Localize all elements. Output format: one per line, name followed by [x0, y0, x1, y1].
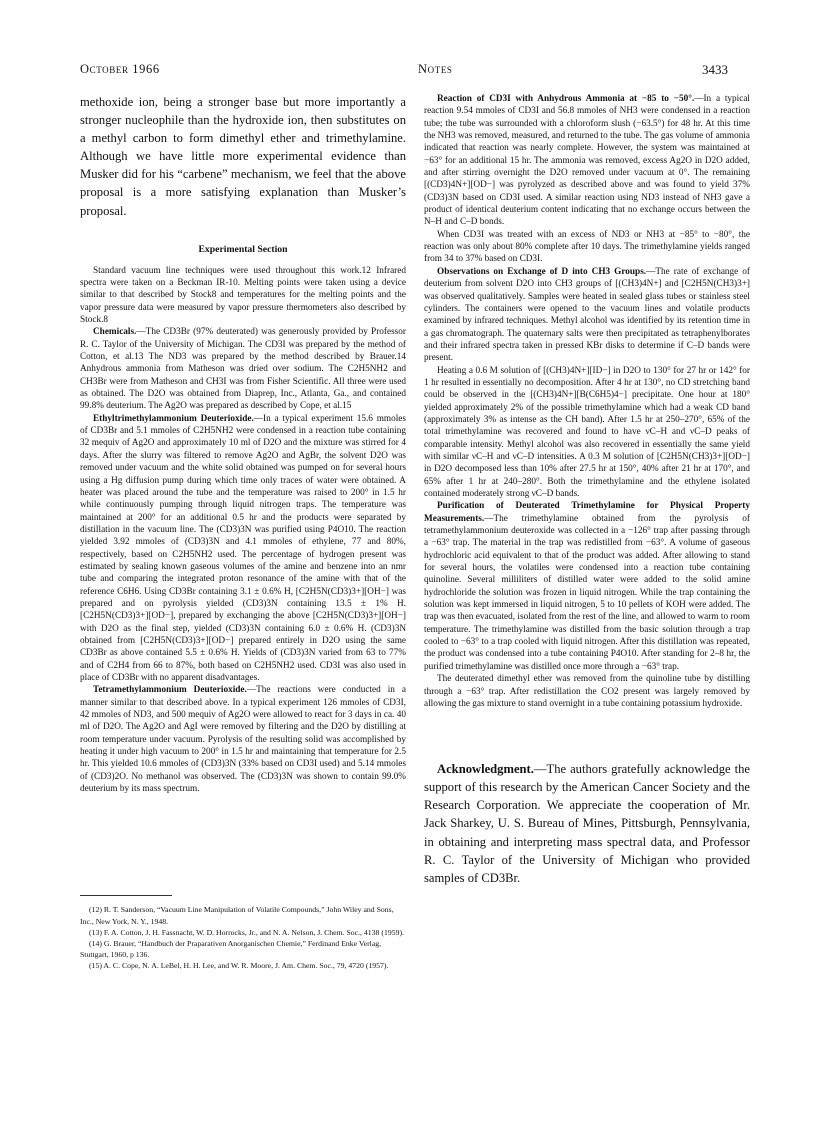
footnote-14: (14) G. Brauer, “Handbuch der Praparativen Anorganischen Chemie,” Ferdinand Enke Verlag, Stuttgart, 1960, p 136. — [80, 939, 382, 960]
paragraph-excess-nd3: When CD3I was treated with an excess of ND3 or NH3 at −85° to −80°, the reaction was only about 80% complete after 10 days. The trimethylamine yields ranged from 34 to 37% based on CD3I. — [424, 229, 750, 265]
left-column — [80, 93, 406, 972]
footnote-15: (15) A. C. Cope, N. A. LeBel, H. H. Lee, and W. R. Moore, J. Am. Chem. Soc., 79, 4720 (1957). — [89, 961, 389, 971]
paragraph-cd3i-ammonia — [424, 93, 750, 229]
ethyltrimethylammonium-text: —In a typical experiment 15.6 mmoles of CD3Br and 5.1 mmoles of C2H5NH2 were condensed in a reaction tube containing 32 mequiv of Ag2O and approximately 10 ml of D2O and the mixture was stirred for 4 days. After the slurry was filtered to remove Ag2O and AgBr, the solvent D2O was removed under vacuum and the white solid obtained was pumped on for several hours using a Hg diffusion pump during which time only traces of water were obtained. A heater was placed around the tube and the temperature was raised to 200° in 1.5 hr while continuously pumping through liquid nitrogen traps. The temperature was maintained at 200° for an additional 0.5 hr and the products were separated by distillation in the vacuum line. The (CD3)3N was purified using P4O10. The reaction yielded 3.92 mmoles of (CD3)3N and 4.1 mmoles of ethylene, 77 and 80%, respectively, based on C2H5NH2 used. The percentage of hydrogen present was estimated by sealing known gaseous volumes of the amine and benzene into an nmr tube and comparing the integrated proton resonance of the amine with that of the reference C6H6. Using CD3Br containing 3.1 ± 0.6% H, [C2H5N(CD3)3+][OH−] was prepared and on pyrolysis yielded (CD3)3N containing 13.5 ± 1% H. [C2H5N(CD3)3+][OD−], prepared by exchanging the above [C2H5N(CD3)3+][OH−] with D2O as the final step, yielded (CD3)3N containing 6.0 ± 0.6% H. (CD3)3N obtained from [C2H5N(CD3)3+][OD−] prepared entirely in D2O using the same CD3Br as above contained 5.5 ± 0.6% H. Yields of (CD3)3N varied from 63 to 77% and of C2H4 from 66 to 87%, both based on C2H5NH2 used. CD3I was also used in place of CD3Br with no apparent disadvantages. — [80, 413, 406, 683]
run-in-head-ethyltrimethylammonium: Ethyltrimethylammonium Deuterioxide. — [93, 413, 254, 424]
footnote-13: (13) F. A. Cotton, J. H. Fassnacht, W. D. Horrocks, Jr., and N. A. Nelson, J. Chem. Soc., 4138 (1959). — [89, 927, 404, 937]
acknowledgment-head: Acknowledgment. — [437, 762, 534, 777]
cd3i-ammonia-text: —In a typical reaction 9.54 mmoles of CD3I and 56.8 mmoles of NH3 were condensed in a reaction tube; the tube was surrounded with a chloroform slush (−63.5°) for 48 hr. At this time the NH3 was removed, measured, and returned to the tube. The gas volume of ammonia indicated that reaction was nearly complete. However, the system was maintained at −63° for an additional 15 hr. The ammonia was removed, excess Ag2O in D2O added, and after stirring overnight the D2O removed under vacuum at 0°. The remaining [(CD3)4N+][OD−] was pyrolyzed as described above and was found to yield 37% (CD3)3N based on CD3I used. A similar reaction using ND3 instead of NH3 gave a product of identical deuterium content indicating that no exchange occurs between the N–H and C–D bonds. — [424, 94, 750, 228]
acknowledgment-text: —The authors gratefully acknowledge the support of this research by the American Cancer Society and the Research Corporation. We appreciate the cooperation of Mr. Jack Sharkey, U. S. Bureau of Mines, Pittsburgh, Pennsylvania, in obtaining and interpreting mass spectral data, and Professor R. C. Taylor of the University of Michigan who provided samples of CD3Br. — [424, 762, 750, 885]
running-head-date: October 1966 — [80, 62, 160, 76]
right-column — [424, 93, 750, 887]
intro-paragraph: methoxide ion, being a stronger base but more importantly a stronger nucleophile than the hydroxide ion, then substitutes on a methyl carbon to form dimethyl ether and trimethylamine. Although we have little more experimental evidence than Musker did for his “carbene” mechanism, we feel that the above proposal is a more satisfying explanation than Musker’s proposal. — [80, 95, 406, 218]
run-in-head-chemicals: Chemicals. — [93, 327, 137, 338]
paragraph-exchange-observations — [424, 266, 750, 365]
run-in-head-purification: Purification of Deuterated Trimethylamine for Physical Property Measurements. — [424, 501, 750, 524]
paragraph-tetramethylammonium — [80, 684, 406, 795]
purification-text: —The trimethylamine obtained from the pyrolysis of tetramethylammonium deuteroxide was collected in a −126° trap after passing through a −63° trap. The material in the trap was redistilled from −63°. A volume of gaseous hydrochloric acid equivalent to that of the product was added. After allowing to stand for several hours, the volatiles were condensed into a reaction tube containing quinoline. Several milliliters of distilled water were added to the solid amine hydrochloride the solution was frozen in liquid nitrogen. While the trap containing the solution was kept immersed in liquid nitrogen, 5 to 10 pellets of KOH were added. The trap was then evacuated, isolated from the rest of the line, and allowed to warm to room temperature. The trimethylamine was distilled from the basic solution through a trap cooled to −63° to a trap cooled with liquid nitrogen. After this distillation was repeated, the product was condensed into a tube containing P4O10. After standing for 2–8 hr, the purified trimethylamine was distilled once more through a −63° trap. — [424, 513, 750, 672]
paragraph-purification — [424, 500, 750, 673]
footnote-12: (12) R. T. Sanderson, “Vacuum Line Manipulation of Volatile Compounds,” John Wiley and Sons, Inc., New York, N. Y., 1948. — [80, 905, 394, 926]
paragraph-dimethyl-ether: The deuterated dimethyl ether was removed from the quinoline tube by distilling through a −63° trap. After redistillation the CO2 present was largely removed by allowing the gas mixture to stand overnight in a tube containing potassium hydroxide. — [424, 674, 750, 709]
acknowledgment-paragraph — [424, 760, 750, 887]
footnote-divider — [80, 895, 172, 896]
paragraph-heating: Heating a 0.6 M solution of [(CH3)4N+][ID−] in D2O to 130° for 27 hr or 142° for 1 hr resulted in essentially no decomposition. After 4 hr at 130°, no CD stretching band could be observed in the [(CH3)4N+][B(C6H5)4−] precipitate. One hour at 180° yielded approximately 2% of the possible trimethylamine which had a weak CD band (approximately 3% as intense as the CH band). After 1.5 hr at 250–270°, 65% of the total trimethylamine was recovered and found to have νC–H and νC–D peaks of comparable intensity. Methyl alcohol was also recovered in essentially the same yield with similar νC–H and νC–D intensities. A 0.3 M solution of [C2H5N(CH3)3+][OD−] in D2O decomposed less than 10% after 27.5 hr at 150°, 40% after 21 hr at 170°, and 65% after 1 hr at 240–280°. Both the trimethylamine and the ethylene isolated contained moderately strong νC–D bands. — [424, 365, 750, 499]
page-number: 3433 — [702, 62, 728, 77]
paragraph-chemicals — [80, 326, 406, 412]
paragraph-methods: Standard vacuum line techniques were used throughout this work.12 Infrared spectra were taken on a Beckman IR-10. Melting points were taken using a device similar to that described by Stock8 and temperatures for the melting points and the vapor pressure data were measured by vapor pressure thermometers also described by Stock.8 — [80, 265, 406, 326]
running-head-section: Notes — [418, 62, 453, 76]
paragraph-ethyltrimethylammonium — [80, 413, 406, 685]
run-in-head-exchange: Observations on Exchange of D into CH3 Groups. — [437, 266, 647, 277]
exchange-text: —The rate of exchange of deuterium from solvent D2O into CH3 groups of [(CH3)4N+] and [C2H5N(CH3)3+] was observed qualitatively. Samples were heated in sealed glass tubes or stainless steel cylinders. The containers were opened to the vacuum lines and volatile products examined by infrared techniques. Methyl alcohol was identified by its retention time in a gas chromatograph. The quaternary salts were then precipitated as tetraphenylborates and their infrared spectra taken in pressed KBr disks to determine if C–D bands were present. — [424, 266, 750, 364]
chemicals-text: —The CD3Br (97% deuterated) was generously provided by Professor R. C. Taylor of the University of Michigan. The CD3I was prepared by the method of Cotton, et al.13 The ND3 was prepared by the method described by Brauer.14 Anhydrous ammonia from Matheson was dried over sodium. The C2H5NH2 and CH3Br were from Matheson and CH3I was from Fisher Scientific. All three were used as obtained. The D2O was obtained from Diaprep, Inc., Atlanta, Ga., and contained 99.8% deuterium. The Ag2O was prepared as described by Cope, et al.15 — [80, 327, 406, 412]
tetramethylammonium-text: —The reactions were conducted in a manner similar to that described above. In a typical experiment 126 mmoles of CD3I, 42 mmoles of ND3, and 500 mequiv of Ag2O were allowed to react for 3 days in ca. 40 ml of D2O. The Ag2O and AgI were removed by filtering and the D2O by distilling at room temperature under vacuum. Pyrolysis of the resulting solid was accomplished by heating it under high vacuum to 200° in 1.5 hr and maintaining that temperature for 2.5 hr. This yielded 10.6 mmoles of (CD3)3N (33% based on CD3I used) and 5.14 mmoles of (CD3)2O. No methanol was observed. The (CD3)3N was shown to contain 99.0% deuterium by its mass spectrum. — [80, 685, 406, 795]
experimental-section-title: Experimental Section — [198, 243, 288, 255]
run-in-head-tetramethylammonium: Tetramethylammonium Deuterioxide. — [93, 685, 247, 696]
run-in-head-cd3i-ammonia: Reaction of CD3I with Anhydrous Ammonia at −85 to −50°. — [437, 94, 695, 104]
